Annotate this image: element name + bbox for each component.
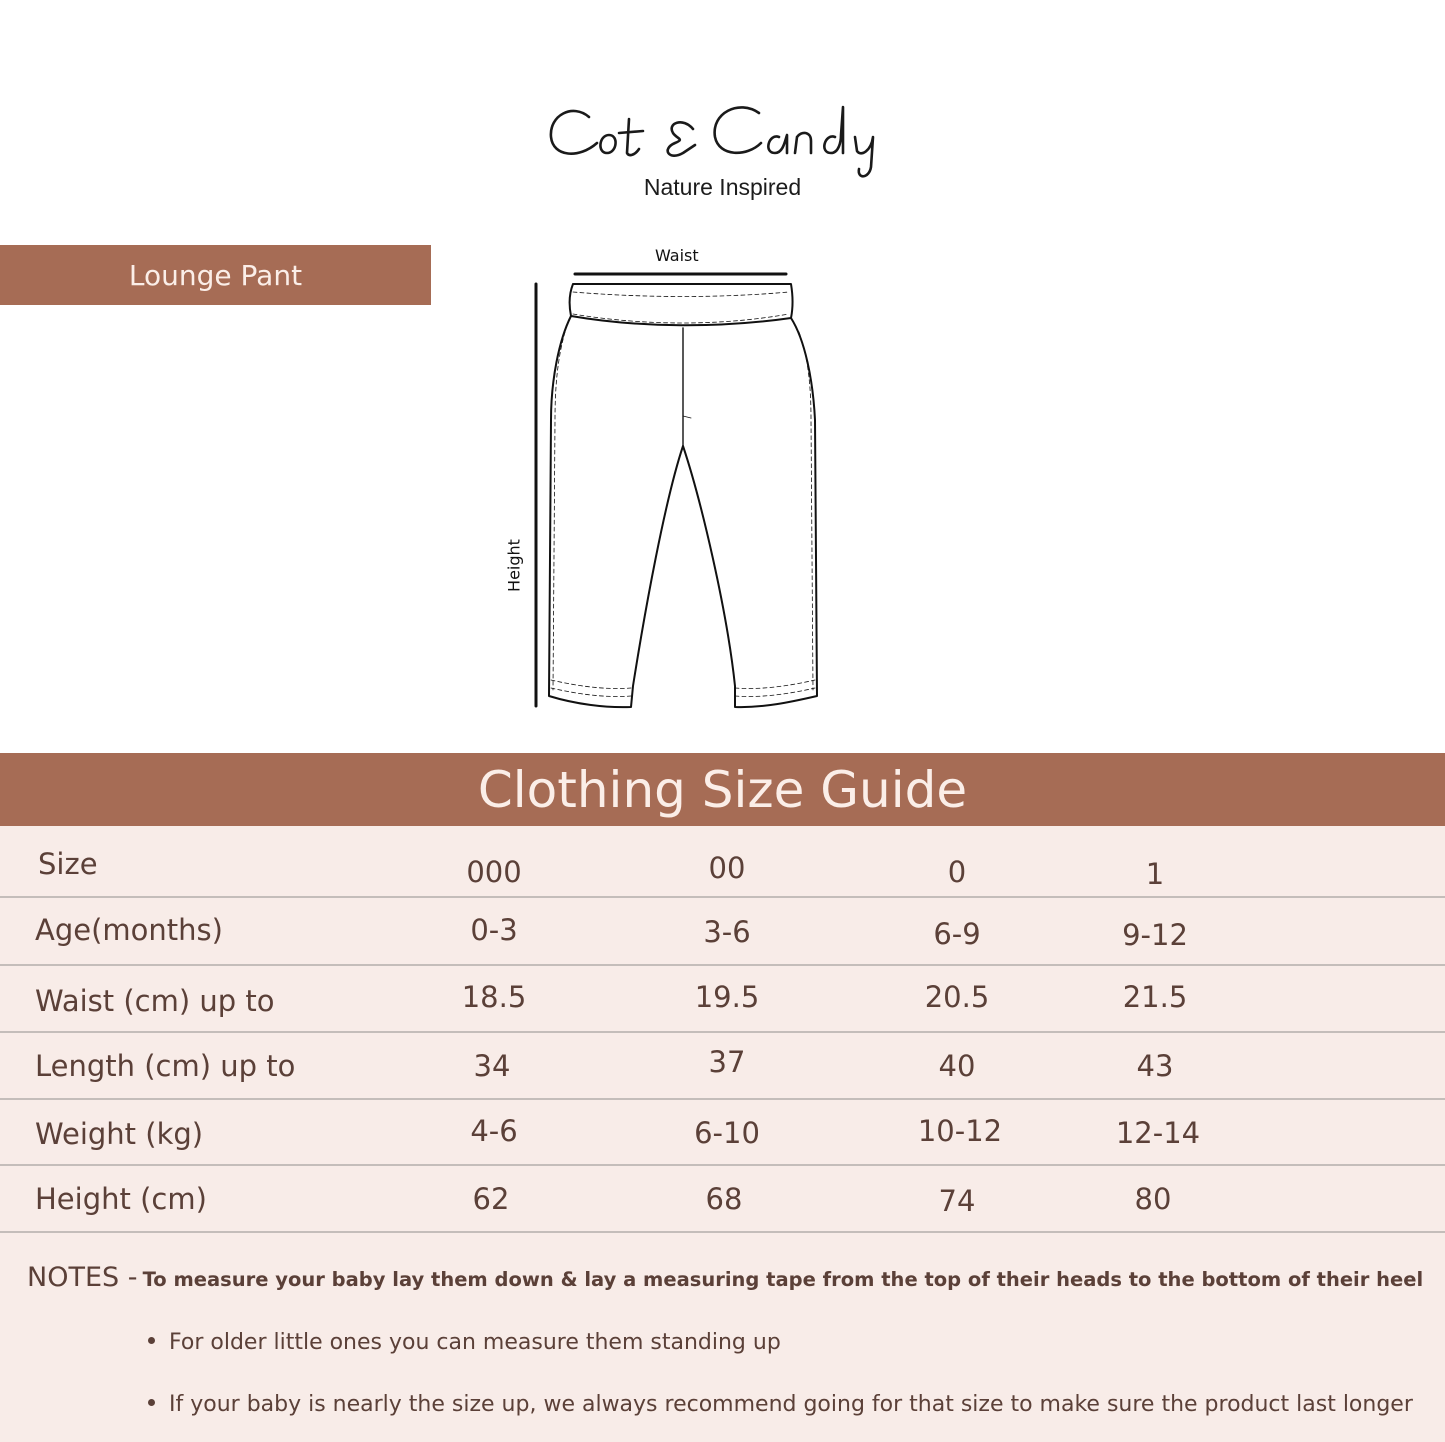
table-cell: 3-6: [703, 915, 751, 949]
notes-bullet-text: If your baby is nearly the size up, we always recommend going for that size to make sure the product last longer: [169, 1392, 1413, 1417]
table-cell: 19.5: [694, 980, 760, 1014]
table-cell: 21.5: [1122, 980, 1188, 1014]
table-row-size: [0, 831, 1445, 898]
table-cell: 12-14: [1115, 1116, 1201, 1150]
table-cell: 37: [708, 1045, 746, 1079]
notes-bullet-text: For older little ones you can measure them standing up: [169, 1330, 781, 1355]
table-cell: 43: [1136, 1049, 1174, 1083]
table-row-height: [0, 1166, 1445, 1233]
table-cell: 00: [708, 851, 746, 885]
table-cell: 000: [466, 855, 522, 889]
table-cell: 10-12: [917, 1114, 1003, 1148]
table-cell: 34: [473, 1049, 511, 1083]
table-row-waist: [0, 966, 1445, 1033]
table-cell: 4-6: [470, 1114, 518, 1148]
table-cell: 68: [705, 1182, 743, 1216]
table-cell: 74: [938, 1184, 976, 1218]
table-cell: 6-10: [694, 1116, 760, 1150]
notes-bullet: [148, 1392, 1413, 1417]
table-row-age: [0, 899, 1445, 966]
height-label: Height: [504, 539, 524, 592]
table-cell: 62: [472, 1182, 510, 1216]
product-name-tab: Lounge Pant: [0, 245, 431, 305]
notes-main: [27, 1262, 1423, 1293]
notes-main-text: To measure your baby lay them down & lay a measuring tape from the top of their heads to the bottom of their heel: [142, 1268, 1424, 1291]
lounge-pant-diagram: [495, 240, 835, 720]
row-label: Length (cm) up to: [35, 1049, 296, 1083]
table-cell: 9-12: [1122, 918, 1188, 952]
table-cell: 18.5: [461, 980, 527, 1014]
row-label: Size: [38, 847, 98, 881]
brand-logo: [0, 95, 1445, 185]
table-cell: 1: [1145, 857, 1165, 891]
bullet-dot-icon: [148, 1337, 155, 1344]
brand-logo-script: [543, 95, 903, 185]
table-cell: 40: [938, 1049, 976, 1083]
table-cell: 6-9: [933, 917, 981, 951]
bullet-dot-icon: [148, 1399, 155, 1406]
row-label: Height (cm): [35, 1182, 207, 1216]
table-cell: 0-3: [470, 913, 518, 947]
table-row-length: [0, 1033, 1445, 1100]
table-cell: 20.5: [924, 980, 990, 1014]
notes-bullet: [148, 1330, 781, 1355]
row-label: Waist (cm) up to: [35, 984, 275, 1018]
table-cell: 80: [1134, 1182, 1172, 1216]
brand-tagline: Nature Inspired: [643, 174, 802, 200]
size-guide-title: Clothing Size Guide: [0, 753, 1445, 826]
row-label: Weight (kg): [35, 1117, 204, 1151]
table-cell: 0: [947, 855, 967, 889]
notes-heading: NOTES -: [27, 1262, 138, 1293]
waist-label: Waist: [655, 246, 699, 265]
table-row-weight: [0, 1099, 1445, 1166]
row-label: Age(months): [35, 913, 223, 947]
